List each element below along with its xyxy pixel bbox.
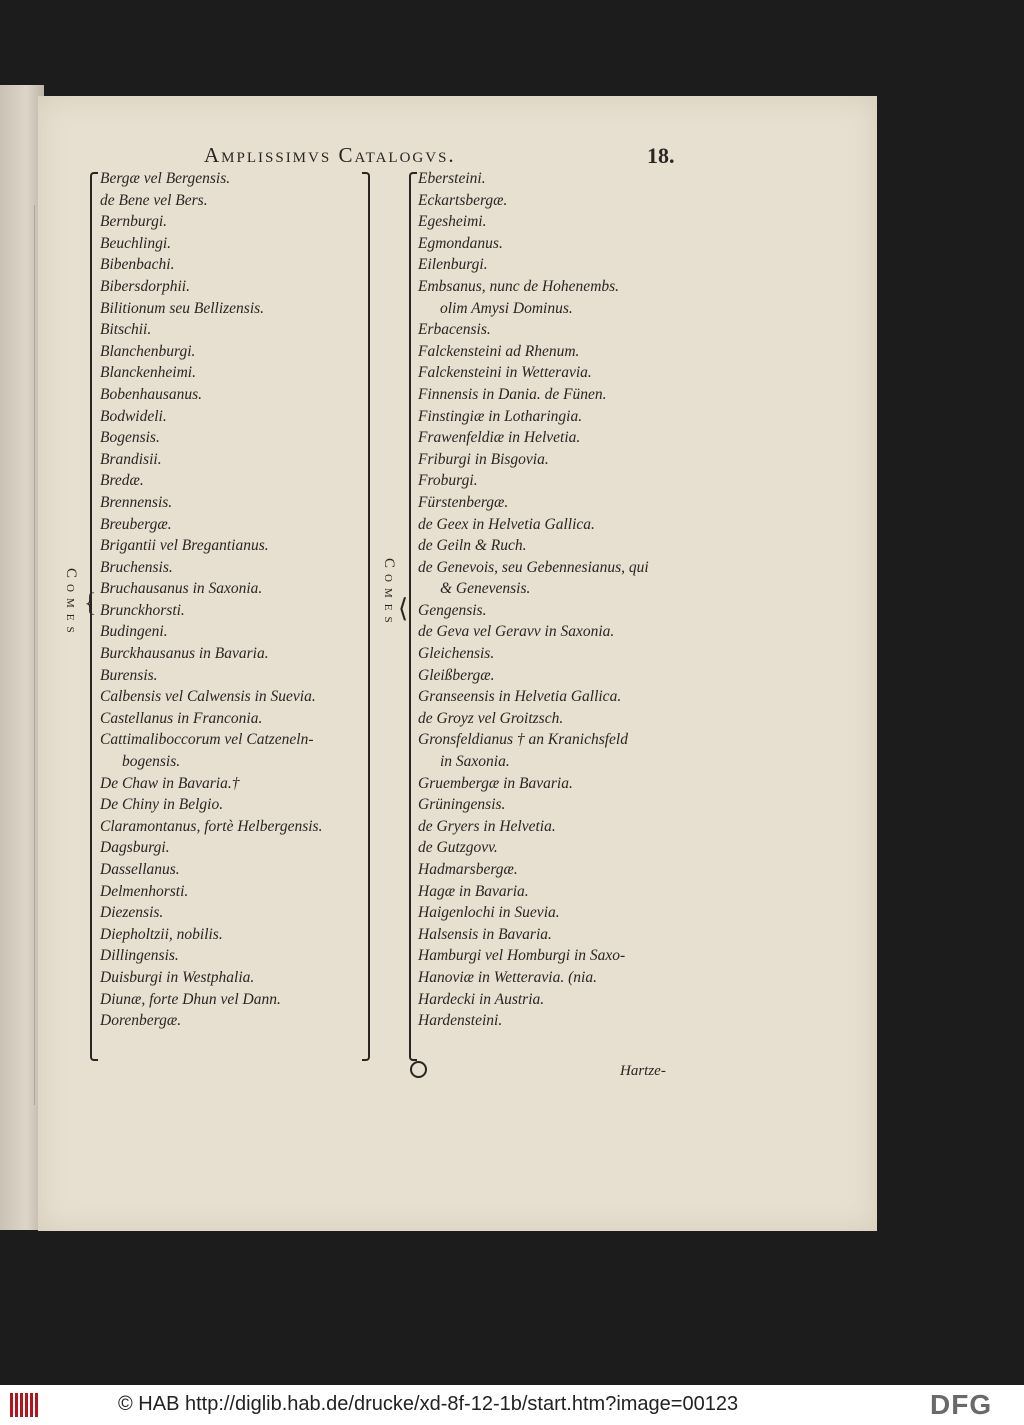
left-brace-icon: { xyxy=(84,588,97,617)
catalog-entry: De Chiny in Belgio. xyxy=(100,796,224,814)
catalog-entry: Bilitionum seu Bellizensis. xyxy=(100,299,265,317)
catalog-entry: Budingeni. xyxy=(100,623,168,641)
catalog-entry: de Groyz vel Groitzsch. xyxy=(418,709,564,727)
catalog-entry: Claramontanus, fortè Helbergensis. xyxy=(100,817,323,835)
catalog-entry: Dillingensis. xyxy=(100,947,179,965)
catalog-entry: Duisburgi in Westphalia. xyxy=(100,968,255,986)
catalog-entry: Hadmarsbergæ. xyxy=(418,861,518,878)
catalog-entry: Gruembergæ in Bavaria. xyxy=(418,774,573,792)
catalog-entry: Bitschii. xyxy=(100,321,152,339)
right-column-open-bracket xyxy=(409,172,417,1061)
catalog-entry: Friburgi in Bisgovia. xyxy=(418,450,549,468)
catalog-entry: Eilenburgi. xyxy=(418,256,488,274)
catalog-entry: Bibenbachi. xyxy=(100,256,175,274)
catalog-entry: de Geex in Helvetia Gallica. xyxy=(418,515,595,533)
catalog-entry: olim Amysi Dominus. xyxy=(440,299,573,317)
page-number: 18. xyxy=(647,143,675,168)
catalog-entry: Bobenhausanus. xyxy=(100,385,203,403)
catalog-entry: Halsensis in Bavaria. xyxy=(418,925,552,943)
catalog-entry: Falckensteini ad Rhenum. xyxy=(418,342,580,360)
catalog-entry: Brennensis. xyxy=(100,493,173,511)
catalog-entry: Delmenhorsti. xyxy=(100,882,189,900)
catalog-entry: Hardensteini. xyxy=(418,1012,503,1030)
catalog-entry: Erbacensis. xyxy=(418,321,491,339)
catalog-entry: Brandisii. xyxy=(100,450,162,468)
catalog-entry: De Chaw in Bavaria.† xyxy=(100,774,240,792)
catalog-entry: Beuchlingi. xyxy=(100,234,172,252)
catalog-entry: Eckartsbergæ. xyxy=(418,191,508,209)
catalog-entry: Gleichensis. xyxy=(418,645,495,663)
catalog-entry: Brigantii vel Bregantianus. xyxy=(100,537,269,555)
catalog-entry: Cattimaliboccorum vel Catzeneln- xyxy=(100,731,314,749)
catalog-entry: Diepholtzii, nobilis. xyxy=(100,925,223,943)
catalog-entry: Egesheimi. xyxy=(418,213,487,231)
catalog-entry: Burckhausanus in Bavaria. xyxy=(100,645,269,663)
catalog-entry: Blanckenheimi. xyxy=(100,364,196,382)
catalog-entry: Bruchensis. xyxy=(100,558,173,576)
catalog-entry: Egmondanus. xyxy=(418,234,503,252)
catalog-entry: Bernburgi. xyxy=(100,213,168,231)
catalog-entry: Breubergæ. xyxy=(100,515,172,533)
right-brace-icon: ⟨ xyxy=(398,594,409,623)
side-label-right: Comes xyxy=(381,558,397,629)
running-header: Amplissimvs Catalogvs. xyxy=(204,143,456,167)
catalog-entry: Frawenfeldiæ in Helvetia. xyxy=(418,429,581,447)
right-entry-list xyxy=(418,168,688,1032)
signature-mark-icon xyxy=(410,1061,427,1078)
catalog-entry: Blanchenburgi. xyxy=(100,342,196,360)
catalog-entry: Bergæ vel Bergensis. xyxy=(100,170,231,187)
catalog-entry: Gengensis. xyxy=(418,601,487,619)
hab-logo-icon xyxy=(10,1393,38,1417)
catalog-entry: Haigenlochi in Suevia. xyxy=(418,904,560,922)
catalog-entry: Dorenbergæ. xyxy=(100,1012,182,1030)
catalog-entry: Brunckhorsti. xyxy=(100,601,185,619)
catalog-entry: de Bene vel Bers. xyxy=(100,191,208,209)
show-through xyxy=(8,205,35,1105)
catalog-entry: Fürstenbergæ. xyxy=(418,493,509,511)
catalog-entry: in Saxonia. xyxy=(440,753,510,771)
catalog-entry: de Geva vel Geravv in Saxonia. xyxy=(418,623,615,641)
catalog-entry: Grüningensis. xyxy=(418,796,506,814)
dfg-logo: DFG xyxy=(930,1389,993,1420)
catalog-entry: Hagæ in Bavaria. xyxy=(418,882,529,900)
catalog-entry: Froburgi. xyxy=(418,472,478,490)
catalog-entry: de Genevois, seu Gebennesianus, qui xyxy=(418,558,649,576)
catalog-entry: Burensis. xyxy=(100,666,158,684)
viewer-footer xyxy=(0,1385,1024,1425)
copyright-link[interactable]: © HAB http://diglib.hab.de/drucke/xd-8f-12-1b/start.htm?image=00123 xyxy=(118,1393,739,1415)
catalog-entry: Hanoviæ in Wetteravia. (nia. xyxy=(418,968,597,986)
catalog-entry: bogensis. xyxy=(122,753,181,771)
catalog-entry: Finstingiæ in Lotharingia. xyxy=(418,407,583,425)
catalog-entry: Dassellanus. xyxy=(100,861,180,878)
catalog-entry: Calbensis vel Calwensis in Suevia. xyxy=(100,688,316,706)
left-entry-list xyxy=(100,168,368,1032)
catalog-entry: de Gryers in Helvetia. xyxy=(418,817,556,835)
catalog-entry: & Genevensis. xyxy=(440,580,531,598)
catalog-entry: Gronsfeldianus † an Kranichsfeld xyxy=(418,731,628,749)
catalog-entry: Bodwideli. xyxy=(100,407,167,425)
catalog-entry: Ebersteini. xyxy=(418,170,486,187)
catalog-entry: Diezensis. xyxy=(100,904,164,922)
catalog-entry: Falckensteini in Wetteravia. xyxy=(418,364,592,382)
catalog-entry: Embsanus, nunc de Hohenembs. xyxy=(418,277,620,295)
catalog-entry: Gleißbergæ. xyxy=(418,666,495,684)
catalog-entry: Bruchausanus in Saxonia. xyxy=(100,580,263,598)
catchword: Hartze- xyxy=(620,1063,666,1079)
catalog-entry: Castellanus in Franconia. xyxy=(100,709,263,727)
catalog-entry: de Geiln & Ruch. xyxy=(418,537,527,555)
catalog-entry: Finnensis in Dania. de Fünen. xyxy=(418,385,607,403)
catalog-entry: Diunæ, forte Dhun vel Dann. xyxy=(100,990,281,1008)
side-label-left: Comes xyxy=(63,568,79,639)
catalog-entry: Hamburgi vel Homburgi in Saxo- xyxy=(418,947,626,965)
catalog-entry: Bogensis. xyxy=(100,429,160,447)
catalog-entry: Dagsburgi. xyxy=(100,839,170,857)
catalog-entry: de Gutzgovv. xyxy=(418,839,498,857)
catalog-entry: Granseensis in Helvetia Gallica. xyxy=(418,688,622,706)
catalog-entry: Bibersdorphii. xyxy=(100,277,190,295)
catalog-entry: Bredæ. xyxy=(100,472,144,490)
catalog-entry: Hardecki in Austria. xyxy=(418,990,545,1008)
